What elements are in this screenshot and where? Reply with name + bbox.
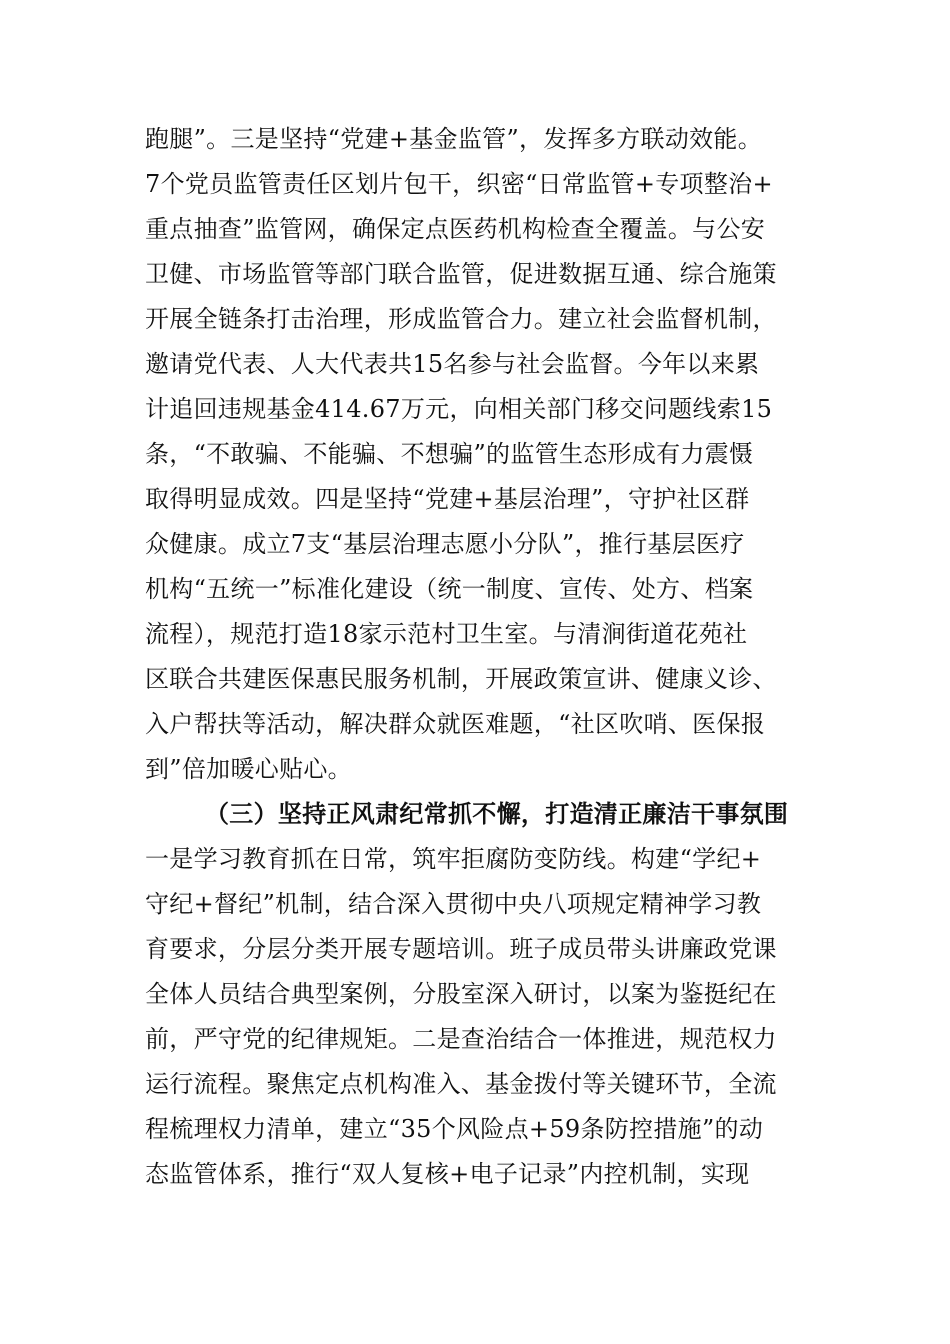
paragraph-line: 流程），规范打造18家示范村卫生室。与清涧街道花苑社: [145, 620, 748, 648]
paragraph-line: 重点抽查”监管网，确保定点医药机构检查全覆盖。与公安: [145, 215, 766, 243]
paragraph-line: 众健康。成立7支“基层治理志愿小分队”，推行基层医疗: [145, 530, 745, 558]
paragraph-line: 态监管体系，推行“双人复核+电子记录”内控机制，实现: [145, 1160, 750, 1188]
paragraph-line: 邀请党代表、人大代表共15名参与社会监督。今年以来累: [145, 350, 760, 378]
paragraph-line: 条，“不敢骗、不能骗、不想骗”的监管生态形成有力震慑: [145, 440, 754, 468]
paragraph-line: 区联合共建医保惠民服务机制，开展政策宣讲、健康义诊、: [145, 665, 777, 693]
paragraph-line: 一是学习教育抓在日常，筑牢拒腐防变防线。构建“学纪+: [145, 845, 762, 873]
paragraph-line: 前，严守党的纪律规矩。二是查治结合一体推进，规范权力: [145, 1025, 777, 1053]
paragraph-line: 守纪+督纪”机制，结合深入贯彻中央八项规定精神学习教: [145, 890, 762, 918]
paragraph-line: 7个党员监管责任区划片包干，织密“日常监管+专项整治+: [145, 170, 773, 198]
paragraph-line: 程梳理权力清单，建立“35个风险点+59条防控措施”的动: [145, 1115, 764, 1143]
paragraph-line: 机构“五统一”标准化建设（统一制度、宣传、处方、档案: [145, 575, 754, 603]
paragraph-line: 入户帮扶等活动，解决群众就医难题，“社区吹哨、医保报: [145, 710, 766, 738]
paragraph-line: 到”倍加暖心贴心。: [145, 755, 352, 783]
paragraph-line: 育要求，分层分类开展专题培训。班子成员带头讲廉政党课: [145, 935, 777, 963]
paragraph-line: 跑腿”。三是坚持“党建+基金监管”，发挥多方联动效能。: [145, 125, 763, 153]
paragraph-line: 计追回违规基金414.67万元，向相关部门移交问题线索15: [145, 395, 773, 423]
paragraph-line: 全体人员结合典型案例，分股室深入研讨，以案为鉴挺纪在: [145, 980, 777, 1008]
paragraph-line: 开展全链条打击治理，形成监管合力。建立社会监督机制，: [145, 305, 777, 333]
paragraph-line: 取得明显成效。四是坚持“党建+基层治理”，守护社区群: [145, 485, 750, 513]
paragraph-line: 运行流程。聚焦定点机构准入、基金拨付等关键环节，全流: [145, 1070, 777, 1098]
section-heading: （三）坚持正风肃纪常抓不懈，打造清正廉洁干事氛围: [205, 800, 789, 828]
paragraph-line: 卫健、市场监管等部门联合监管，促进数据互通、综合施策: [145, 260, 777, 288]
